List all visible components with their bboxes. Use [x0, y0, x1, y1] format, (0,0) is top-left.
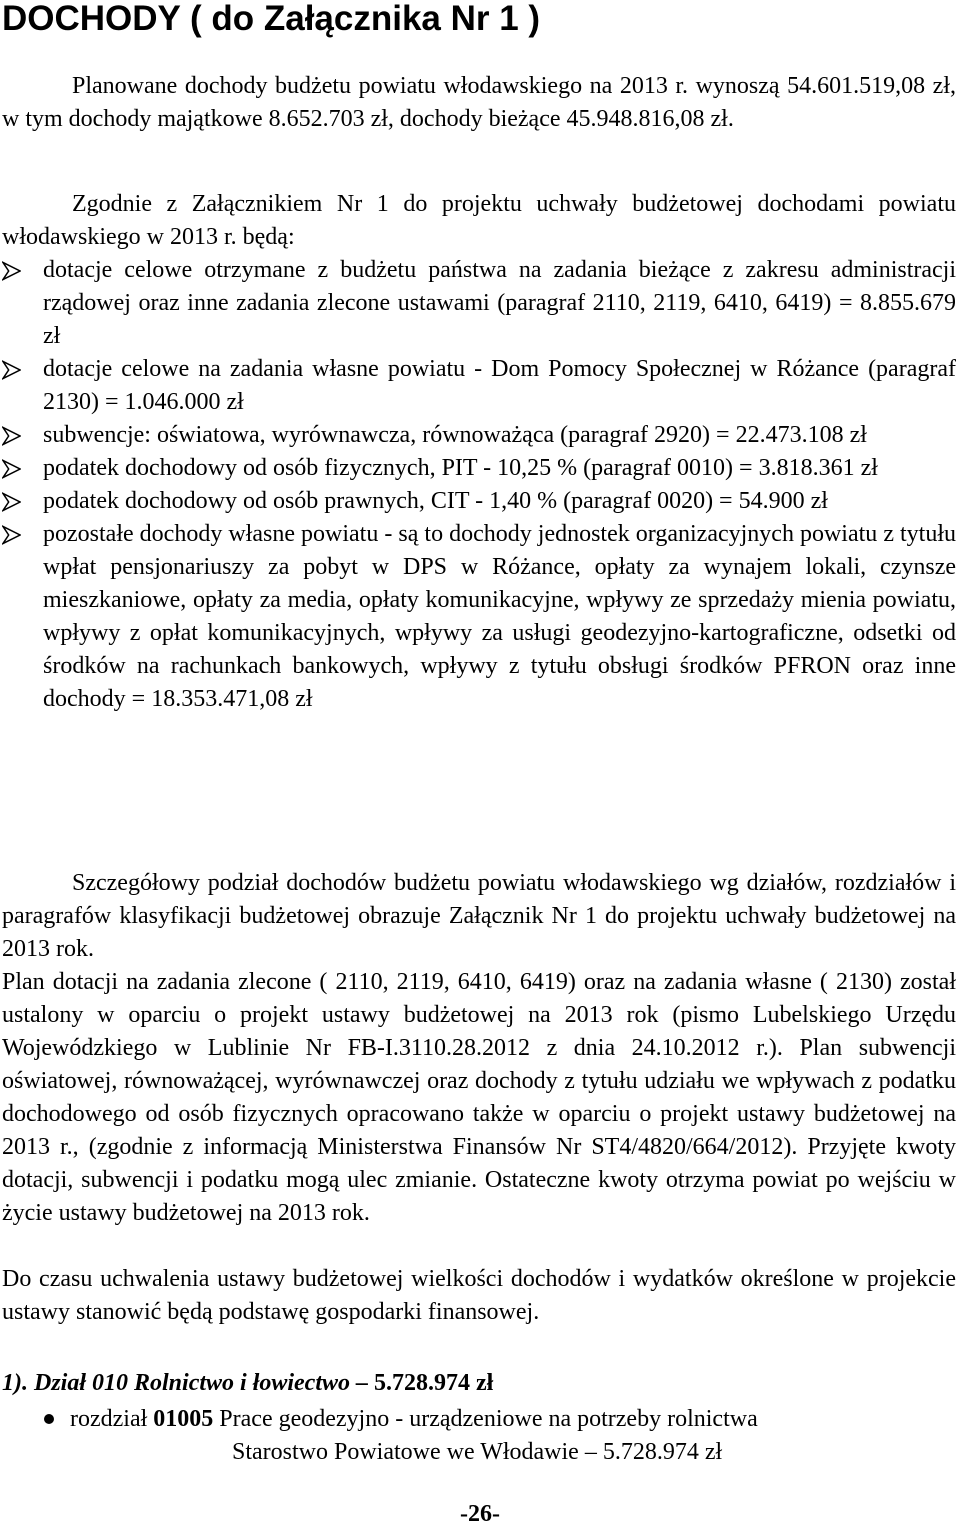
list-item	[0, 254, 956, 353]
arrowhead-bullet-icon	[2, 261, 21, 281]
chapter-prefix: rozdział	[70, 1406, 154, 1432]
arrowhead-bullet-icon	[2, 459, 21, 479]
section-heading-amount: 5.728.974 zł	[374, 1370, 494, 1396]
list-item	[0, 518, 956, 716]
intro-paragraph: Planowane dochody budżetu powiatu włodawskiego na 2013 r. wynoszą 54.601.519,08 zł, w tym dochody majątkowe 8.652.703 zł, dochody bieżące 45.948.816,08 zł.	[2, 73, 956, 132]
list-item-text: podatek dochodowy od osób fizycznych, PIT - 10,25 % (paragraf 0010) = 3.818.361 zł	[43, 455, 878, 481]
document-title: DOCHODY ( do Załącznika Nr 1 )	[2, 0, 541, 38]
list-item-text: podatek dochodowy od osób prawnych, CIT - 1,40 % (paragraf 0020) = 54.900 zł	[43, 488, 828, 514]
list-item-text: dotacje celowe na zadania własne powiatu - Dom Pomocy Społecznej w Różance (paragraf 2130) = 1.046.000 zł	[43, 356, 956, 415]
intro-paragraph: Zgodnie z Załącznikiem Nr 1 do projektu uchwały budżetowej dochodami powiatu włodawskiego w 2013 r. będą:	[2, 191, 956, 250]
list-item	[0, 485, 956, 518]
arrowhead-bullet-icon	[2, 426, 21, 446]
details-paragraph: Szczegółowy podział dochodów budżetu powiatu włodawskiego wg działów, rozdziałów i paragrafów klasyfikacji budżetowej obrazuje Załącznik Nr 1 do projektu uchwały budżetowej na 2013 rok.	[2, 870, 956, 962]
plan-paragraph: Plan dotacji na zadania zlecone ( 2110, 2119, 6410, 6419) oraz na zadania własne ( 2130) został ustalony w oparciu o projekt ustawy budżetowej na 2013 rok (pismo Lubelskiego Urzędu Wojewódzkiego w Lublinie Nr FB-I.3110.28.2012 z dnia 24.10.2012 r.). Plan subwencji oświatowej, równoważącej, wyrównawczej oraz dochody z tytułu udziału we wpływach z podatku dochodowego od osób fizycznych opracowano także w oparciu o projekt ustawy budżetowej na 2013 r., (zgodnie z informacją Ministerstwa Finansów Nr ST4/4820/664/2012). Przyjęte kwoty dotacji, subwencji i podatku mogą ulec zmianie. Ostateczne kwoty otrzyma powiat po wejściu w życie ustawy budżetowej na 2013 rok.	[2, 969, 956, 1226]
list-item-text: pozostałe dochody własne powiatu - są to dochody jednostek organizacyjnych powiatu z tytułu wpłat pensjonariuszy za pobyt w DPS w Różance, opłaty za wynajem lokali, czynsze mieszkaniowe, opłaty za media, opłaty komunikacyjne, wpływy ze sprzedaży mienia powiatu, wpływy z opłat komunikacyjnych, wpływy za usługi geodezyjno-kartograficzne, odsetki od środków na rachunkach bankowych, wpływy z tytułu obsługi środków PFRON oraz inne dochody = 18.353.471,08 zł	[43, 521, 956, 712]
closing-paragraph: Do czasu uchwalenia ustawy budżetowej wielkości dochodów i wydatków określone w projekcie ustawy stanowić będą podstawę gospodarki finansowej.	[2, 1266, 956, 1325]
chapter-title	[70, 1403, 758, 1436]
arrowhead-bullet-icon	[2, 360, 21, 380]
chapter-code: 01005	[153, 1406, 214, 1432]
chapter-detail: Starostwo Powiatowe we Włodawie – 5.728.974 zł	[232, 1439, 723, 1465]
list-item	[0, 452, 956, 485]
chapter-name: Prace geodezyjno - urządzeniowe na potrzeby rolnictwa	[213, 1406, 758, 1432]
list-item-text: subwencje: oświatowa, wyrównawcza, równoważąca (paragraf 2920) = 22.473.108 zł	[43, 422, 867, 448]
income-list	[0, 254, 956, 716]
arrowhead-bullet-icon	[2, 525, 21, 545]
section-heading	[2, 1367, 493, 1400]
list-item-text: dotacje celowe otrzymane z budżetu państwa na zadania bieżące z zakresu administracji rządowej oraz inne zadania zlecone ustawami (paragraf 2110, 2119, 6410, 6419) = 8.855.679 zł	[43, 257, 956, 349]
page-number: -26-	[460, 1501, 500, 1527]
list-item	[0, 419, 956, 452]
round-bullet-icon	[44, 1414, 54, 1424]
arrowhead-bullet-icon	[2, 492, 21, 512]
list-item	[0, 353, 956, 419]
section-heading-label: 1). Dział 010 Rolnictwo i łowiectwo –	[2, 1370, 375, 1396]
